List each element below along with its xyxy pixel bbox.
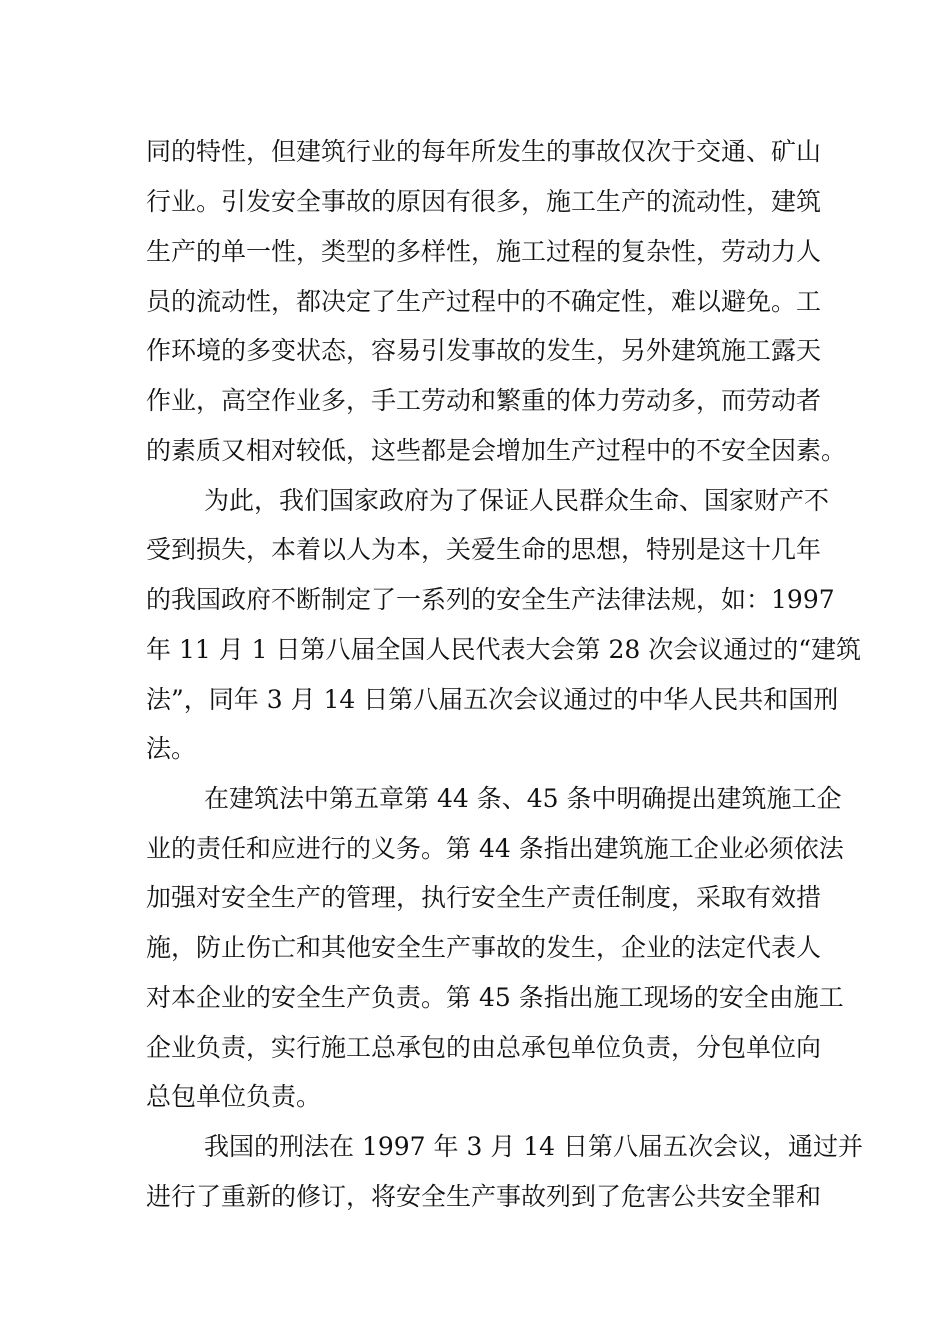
- body-text-line: 生产的单一性，类型的多样性，施工过程的复杂性，劳动力人: [146, 237, 822, 266]
- body-text-line: 法。: [146, 734, 197, 763]
- body-text-line: 员的流动性，都决定了生产过程中的不确定性，难以避免。工: [146, 287, 822, 316]
- body-text-line: 的我国政府不断制定了一系列的安全生产法律法规，如：1997: [146, 585, 835, 614]
- paragraph-first-line: 为此，我们国家政府为了保证人民群众生命、国家财产不: [204, 486, 830, 515]
- body-text-line: 加强对安全生产的管理，执行安全生产责任制度，采取有效措: [146, 883, 822, 912]
- body-text-line: 行业。引发安全事故的原因有很多，施工生产的流动性，建筑: [146, 187, 822, 216]
- body-text-line: 的素质又相对较低，这些都是会增加生产过程中的不安全因素。: [146, 436, 847, 465]
- body-text-line: 作环境的多变状态，容易引发事故的发生，另外建筑施工露天: [146, 336, 822, 365]
- body-text-line: 总包单位负责。: [146, 1082, 322, 1111]
- body-text-line: 企业负责，实行施工总承包的由总承包单位负责，分包单位向: [146, 1033, 822, 1062]
- body-text-line: 年 11 月 1 日第八届全国人民代表大会第 28 次会议通过的“建筑: [146, 635, 861, 664]
- body-text-line: 进行了重新的修订，将安全生产事故列到了危害公共安全罪和: [146, 1182, 822, 1211]
- body-text-line: 业的责任和应进行的义务。第 44 条指出建筑施工企业必须依法: [146, 834, 844, 863]
- body-text-line: 作业，高空作业多，手工劳动和繁重的体力劳动多，而劳动者: [146, 386, 822, 415]
- body-text-line: 受到损失，本着以人为本，关爱生命的思想，特别是这十几年: [146, 535, 822, 564]
- body-text-line: 同的特性，但建筑行业的每年所发生的事故仅次于交通、矿山: [146, 137, 822, 166]
- body-text-line: 法”，同年 3 月 14 日第八届五次会议通过的中华人民共和国刑: [146, 685, 839, 714]
- paragraph-first-line: 在建筑法中第五章第 44 条、45 条中明确提出建筑施工企: [204, 784, 842, 813]
- paragraph-first-line: 我国的刑法在 1997 年 3 月 14 日第八届五次会议，通过并: [204, 1132, 864, 1161]
- body-text-line: 对本企业的安全生产负责。第 45 条指出施工现场的安全由施工: [146, 983, 844, 1012]
- body-text-line: 施，防止伤亡和其他安全生产事故的发生，企业的法定代表人: [146, 933, 822, 962]
